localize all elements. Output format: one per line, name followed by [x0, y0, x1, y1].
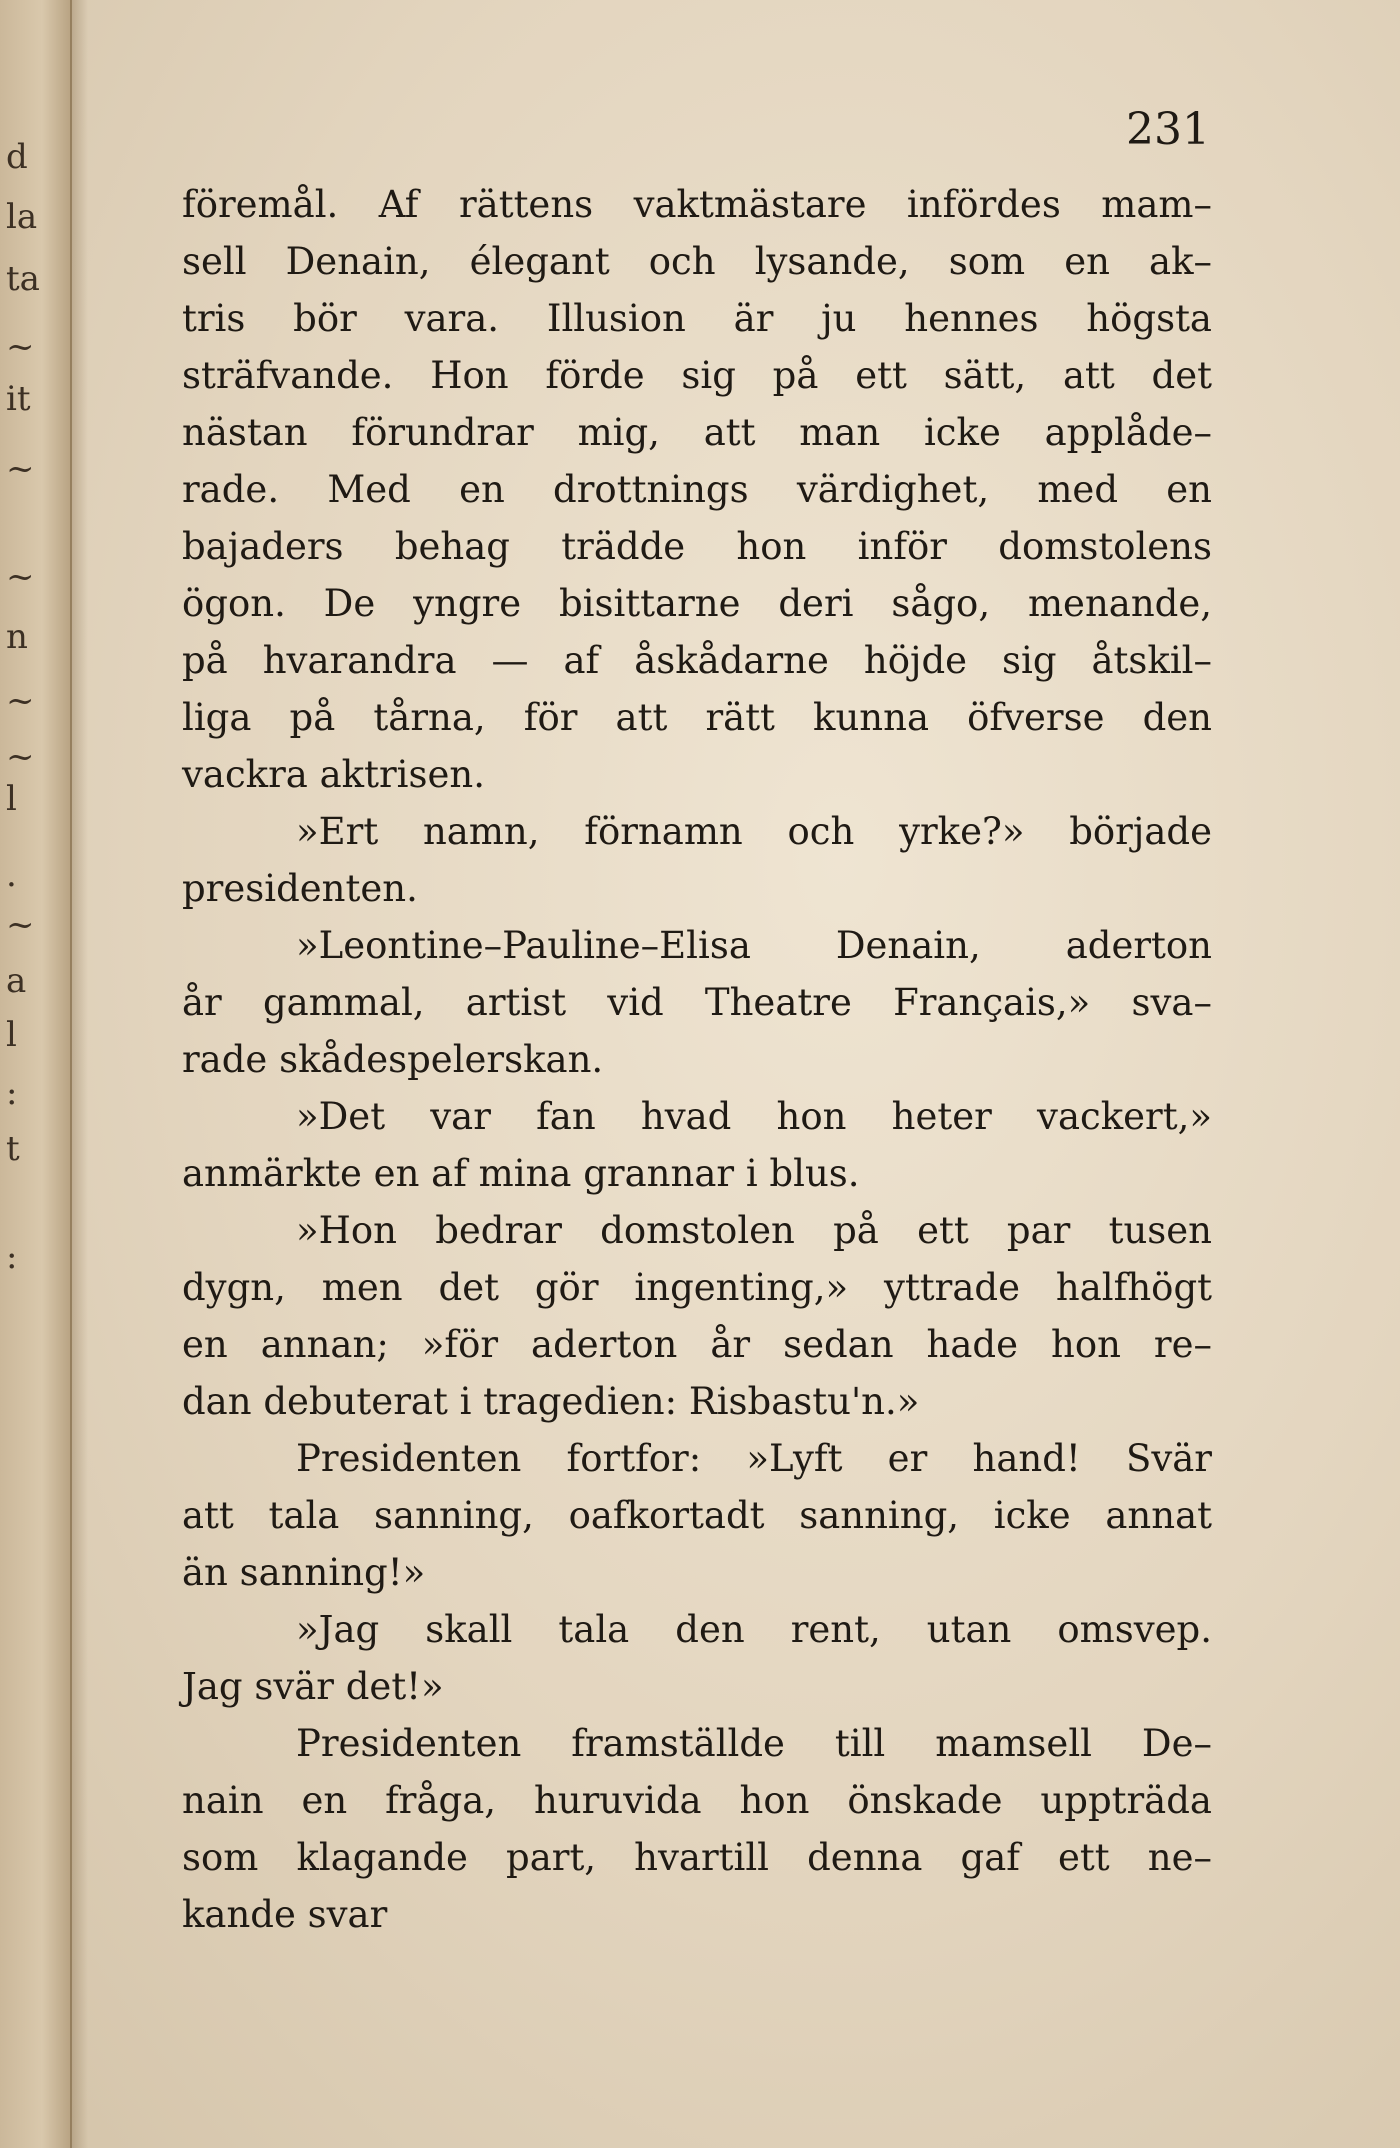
previous-page-fragment: a — [6, 961, 27, 1001]
text-line: Presidenten framställde till mamsell De– — [296, 1722, 1212, 1765]
previous-page-fragment: n — [6, 617, 28, 657]
previous-page-fragment: t — [6, 1129, 20, 1169]
text-line: »Hon bedrar domstolen på ett par tusen — [296, 1209, 1212, 1252]
text-line: »Leontine–Pauline–Elisa Denain, aderton — [296, 924, 1212, 967]
text-line: »Ert namn, förnamn och yrke?» började — [296, 810, 1212, 853]
previous-page-fragment: ~ — [6, 449, 35, 489]
previous-page-fragment: : — [6, 1237, 18, 1277]
text-line: Presidenten fortfor: »Lyft er hand! Svär — [296, 1437, 1212, 1480]
previous-page-fragment: ~ — [6, 327, 35, 367]
text-line: bajaders behag trädde hon inför domstolens — [182, 525, 1212, 568]
text-line: presidenten. — [182, 867, 418, 910]
text-line: rade. Med en drottnings värdighet, med en — [182, 468, 1212, 511]
text-line: sell Denain, élegant och lysande, som en ak– — [182, 240, 1212, 283]
previous-page-fragment: l — [6, 779, 17, 819]
text-line: att tala sanning, oafkortadt sanning, icke annat — [182, 1494, 1212, 1537]
text-line: dygn, men det gör ingenting,» yttrade halfhögt — [182, 1266, 1212, 1309]
page-number: 231 — [1126, 104, 1210, 155]
text-line: vackra aktrisen. — [182, 753, 485, 796]
previous-page-fragment: . — [6, 855, 17, 895]
previous-page-edge — [0, 0, 72, 2148]
text-line: nain en fråga, huruvida hon önskade uppträda — [182, 1779, 1212, 1822]
previous-page-fragment: la — [6, 197, 38, 237]
text-line: på hvarandra — af åskådarne höjde sig åtskil– — [182, 639, 1212, 682]
previous-page-fragment: ta — [6, 259, 40, 299]
text-line: rade skådespelerskan. — [182, 1038, 604, 1081]
previous-page-fragment: : — [6, 1073, 18, 1113]
text-line: tris bör vara. Illusion är ju hennes högsta — [182, 297, 1212, 340]
previous-page-fragment: ~ — [6, 681, 35, 721]
text-line: en annan; »för aderton år sedan hade hon re– — [182, 1323, 1212, 1366]
text-line: som klagande part, hvartill denna gaf ett ne– — [182, 1836, 1212, 1879]
text-line: föremål. Af rättens vaktmästare infördes mam– — [182, 183, 1212, 226]
body-text — [182, 176, 1212, 1943]
previous-page-fragment: ~ — [6, 557, 35, 597]
text-line: Jag svär det!» — [182, 1665, 444, 1708]
previous-page-fragment: it — [6, 379, 31, 419]
text-line: kande svar — [182, 1893, 388, 1936]
text-line: än sanning!» — [182, 1551, 426, 1594]
text-line: dan debuterat i tragedien: Risbastu'n.» — [182, 1380, 920, 1423]
text-line: sträfvande. Hon förde sig på ett sätt, att det — [182, 354, 1212, 397]
previous-page-fragment: ~ — [6, 737, 35, 777]
previous-page-fragment: d — [6, 137, 28, 177]
previous-page-fragment: ~ — [6, 905, 35, 945]
gutter-shadow — [70, 0, 88, 2148]
previous-page-fragment: l — [6, 1015, 17, 1055]
text-line: nästan förundrar mig, att man icke applåde– — [182, 411, 1212, 454]
text-line: liga på tårna, för att rätt kunna öfverse den — [182, 696, 1212, 739]
text-line: »Det var fan hvad hon heter vackert,» — [296, 1095, 1212, 1138]
text-line: anmärkte en af mina grannar i blus. — [182, 1152, 860, 1195]
text-line: år gammal, artist vid Theatre Français,» sva– — [182, 981, 1212, 1024]
text-line: ögon. De yngre bisittarne deri sågo, menande, — [182, 582, 1212, 625]
text-line: »Jag skall tala den rent, utan omsvep. — [296, 1608, 1212, 1651]
